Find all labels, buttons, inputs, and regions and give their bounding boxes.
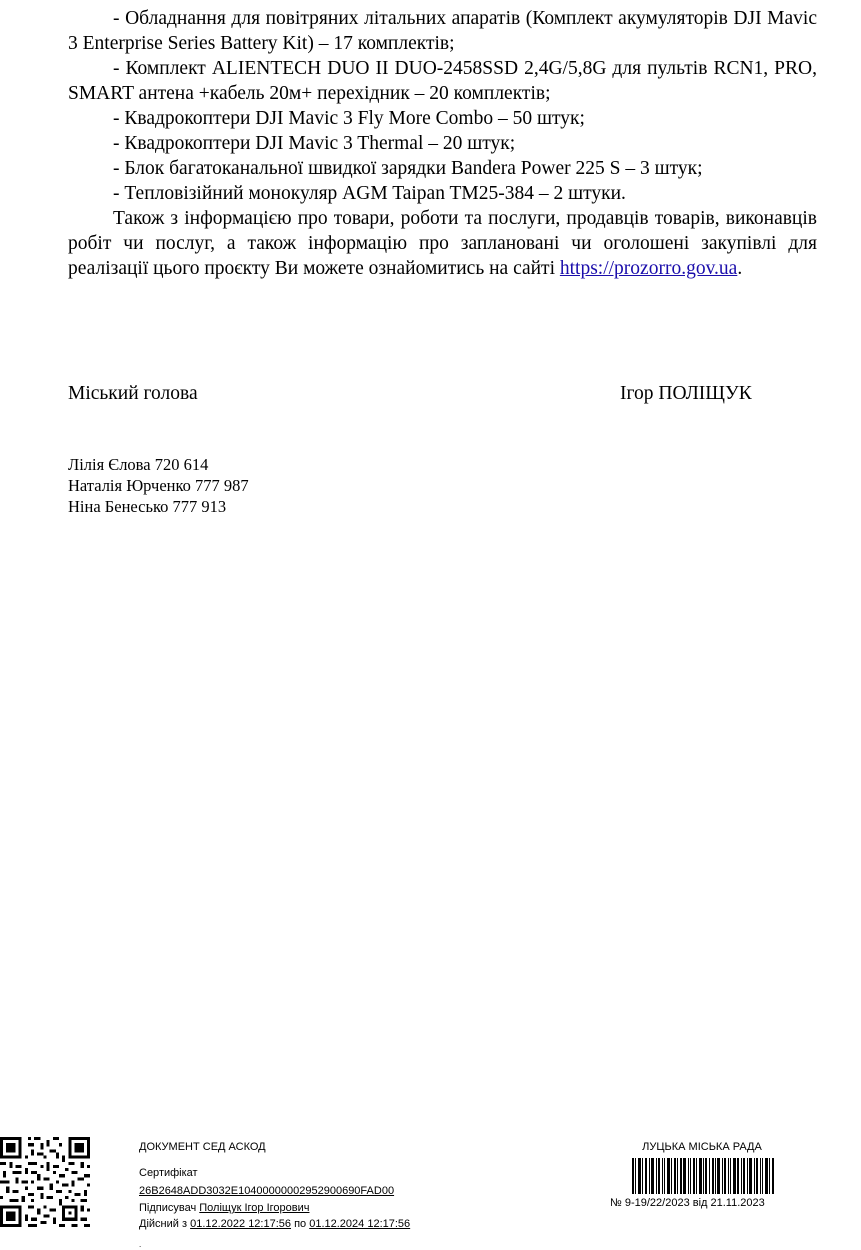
organization-name: ЛУЦЬКА МІСЬКА РАДА [642,1141,762,1153]
valid-to: 01.12.2024 12:17:56 [309,1218,411,1230]
item-mavic-thermal: - Квадрокоптери DJI Mavic 3 Thermal – 20 штук; [113,133,516,154]
contact-line: Лілія Єлова 720 614 [68,455,209,474]
valid-to-label: по [294,1218,307,1230]
signer-line [139,1202,309,1214]
registration-number: № 9-19/22/2023 від 21.11.2023 [610,1197,765,1209]
contacts-block [68,454,249,517]
qr-code-icon [0,1137,90,1227]
certificate-label: Сертифікат [139,1167,198,1179]
footer-dot: . [139,1240,142,1249]
item-mavic-fly-more: - Квадрокоптери DJI Mavic 3 Fly More Combo – 50 штук; [113,108,585,129]
signer-full-name: Поліщук Ігор Ігорович [199,1202,310,1214]
document-system-title: ДОКУМЕНТ СЕД АСКОД [139,1141,266,1153]
item-battery-kit: - Обладнання для повітряних літальних апаратів (Комплект акумуляторів DJI Mavic 3 Enterprise Series Battery Kit) – 17 комплектів; [68,8,817,54]
closing-period: . [737,258,743,279]
barcode-icon [632,1158,774,1194]
valid-from: 01.12.2022 12:17:56 [190,1218,292,1230]
registration-block [610,1141,800,1209]
item-charging-block: - Блок багатоканальної швидкої зарядки Bandera Power 225 S – 3 штук; [113,158,703,179]
signer-label: Підписувач [139,1202,197,1214]
valid-from-label: Дійсний з [139,1218,188,1230]
contact-line: Ніна Бенесько 777 913 [68,497,227,516]
item-thermal-monocular: - Тепловізійний монокуляр AGM Taipan TM25-384 – 2 штуки. [113,183,626,204]
validity-line [139,1218,410,1230]
closing-paragraph [68,206,817,281]
item-alientech-kit: - Комплект ALIENTECH DUO II DUO-2458SSD 2,4G/5,8G для пультів RCN1, PRO, SMART антена +кабель 20м+ перехідник – 20 комплектів; [68,58,817,104]
contact-line: Наталія Юрченко 777 987 [68,476,249,495]
certificate-id: 26B2648ADD3032E10400000002952900690FAD00 [139,1185,395,1197]
signer-role: Міський голова [68,383,198,404]
document-body [68,6,817,281]
signer-name: Ігор ПОЛІЩУК [620,383,752,404]
prozorro-link[interactable]: https://prozorro.gov.ua [559,258,738,279]
closing-text: Також з інформацією про товари, роботи та послуги, продавців товарів, виконавців робіт чи послуг, а також інформацію про заплановані чи оголошені закупівлі для реалізації цього проєкту Ви можете ознайомитись на сайті [68,208,817,279]
